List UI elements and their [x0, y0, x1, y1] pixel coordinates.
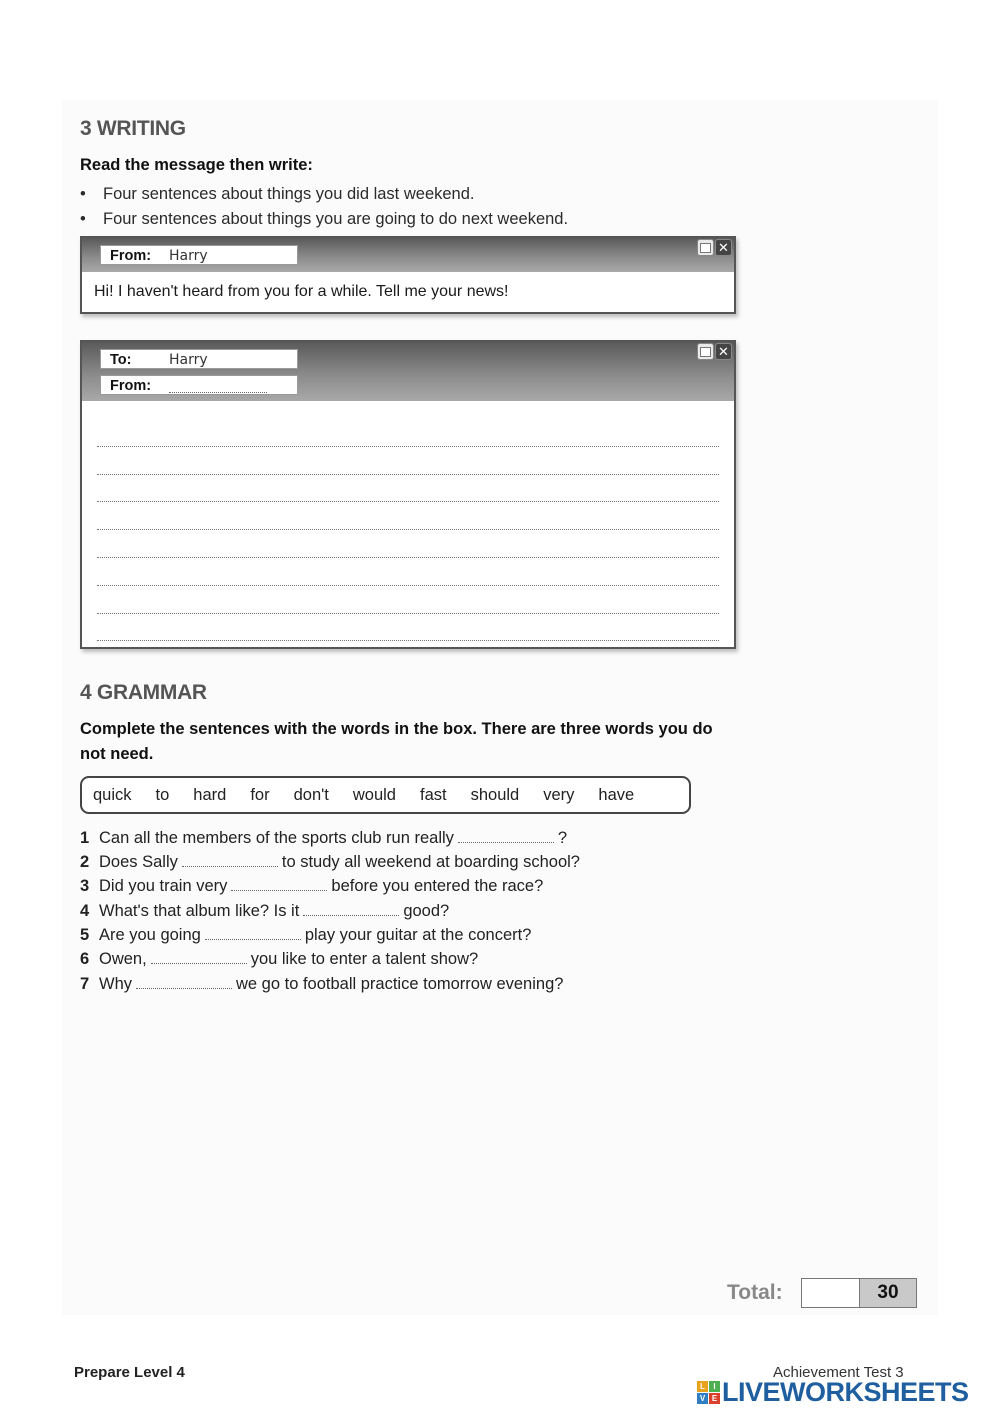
word-box-word: have: [598, 785, 635, 804]
answer-blank[interactable]: [458, 829, 554, 843]
writing-line[interactable]: [97, 502, 719, 530]
question-number: 4: [80, 902, 90, 920]
word-box-word: would: [352, 785, 396, 804]
reply-window-titlebar: [82, 342, 734, 401]
question-text-after: good?: [403, 902, 450, 920]
incoming-from-field: [100, 245, 298, 265]
reply-window-controls: [697, 343, 732, 360]
word-box-word: should: [470, 785, 520, 804]
question-number: 1: [80, 829, 90, 847]
writing-line[interactable]: [97, 447, 719, 475]
writing-line[interactable]: [97, 419, 719, 447]
word-box-word: very: [543, 785, 575, 804]
grammar-question: [80, 926, 531, 945]
question-text-after: you like to enter a talent show?: [250, 950, 479, 968]
reply-to-field: [100, 349, 298, 369]
reply-to-value: Harry: [169, 352, 208, 368]
question-text-after: to study all weekend at boarding school?: [281, 853, 580, 871]
maximize-icon[interactable]: [697, 343, 714, 360]
question-text-before: Can all the members of the sports club run really: [99, 829, 454, 847]
reply-from-field[interactable]: [100, 375, 298, 395]
question-text-before: Are you going: [99, 926, 201, 944]
logo-tile: V: [697, 1393, 708, 1404]
word-box-word: fast: [419, 785, 447, 804]
question-text-before: Did you train very: [99, 877, 228, 895]
question-number: 6: [80, 950, 90, 968]
word-box-word: for: [250, 785, 270, 804]
writing-line[interactable]: [97, 558, 719, 586]
writing-line[interactable]: [97, 475, 719, 503]
question-text-after: we go to football practice tomorrow evening?: [236, 975, 564, 993]
maximize-icon[interactable]: [697, 239, 714, 256]
grammar-question: [80, 829, 567, 848]
logo-tiles-icon: [697, 1381, 720, 1404]
writing-bullet-list: [80, 184, 568, 234]
writing-line[interactable]: [97, 530, 719, 558]
writing-line[interactable]: [97, 614, 719, 642]
reply-from-blank[interactable]: [169, 378, 267, 393]
close-icon[interactable]: ✕: [715, 343, 732, 360]
reply-message-window: [80, 340, 736, 649]
question-number: 2: [80, 853, 90, 871]
word-box: [80, 776, 691, 814]
grammar-instruction-line1: Complete the sentences with the words in the box. There are three words you do: [80, 720, 713, 738]
question-text-after: before you entered the race?: [331, 877, 544, 895]
question-text-after: play your guitar at the concert?: [304, 926, 532, 944]
logo-tile: I: [709, 1381, 720, 1392]
total-score-input[interactable]: [802, 1279, 860, 1307]
answer-blank[interactable]: [151, 950, 247, 964]
question-text-after: ?: [557, 829, 568, 847]
question-text-before: Does Sally: [99, 853, 178, 871]
incoming-from-value: Harry: [169, 248, 208, 264]
word-box-word: hard: [193, 785, 227, 804]
word-box-word: don't: [293, 785, 329, 804]
total-max-score: 30: [860, 1279, 916, 1307]
total-label: Total:: [727, 1281, 783, 1304]
answer-blank[interactable]: [136, 975, 232, 989]
reply-writing-area[interactable]: [82, 401, 734, 647]
writing-line[interactable]: [97, 586, 719, 614]
logo-text: LIVEWORKSHEETS: [722, 1377, 969, 1407]
question-number: 3: [80, 877, 90, 895]
word-box-word: quick: [93, 785, 132, 804]
total-score-box: [801, 1278, 917, 1308]
grammar-question: [80, 902, 449, 921]
incoming-window-titlebar: [82, 238, 734, 272]
question-number: 5: [80, 926, 90, 944]
writing-bullet-1: • Four sentences about things you did last weekend.: [80, 184, 568, 209]
grammar-question: [80, 877, 543, 896]
incoming-window-controls: [697, 239, 732, 256]
writing-bullet-2: • Four sentences about things you are going to do next weekend.: [80, 209, 568, 234]
word-box-word: to: [155, 785, 170, 804]
answer-blank[interactable]: [303, 902, 399, 916]
reply-to-label: To:: [110, 352, 132, 368]
footer-level: Prepare Level 4: [74, 1364, 185, 1381]
answer-blank[interactable]: [231, 877, 327, 891]
logo-tile: L: [697, 1381, 708, 1392]
grammar-instruction-line2: not need.: [80, 745, 154, 763]
incoming-from-label: From:: [110, 248, 152, 264]
writing-instruction: Read the message then write:: [80, 156, 313, 174]
grammar-question: [80, 853, 580, 872]
liveworksheets-logo: [697, 1377, 969, 1408]
question-text-before: Owen,: [99, 950, 147, 968]
footer-test-name: Achievement Test 3: [773, 1364, 904, 1381]
question-text-before: Why: [99, 975, 132, 993]
grammar-question: [80, 950, 478, 969]
logo-tile: E: [709, 1393, 720, 1404]
reply-from-label: From:: [110, 378, 152, 394]
incoming-message-window: [80, 236, 736, 314]
grammar-question: [80, 975, 563, 994]
grammar-section-title: 4 GRAMMAR: [80, 681, 207, 704]
writing-section-title: 3 WRITING: [80, 117, 186, 140]
close-icon[interactable]: ✕: [715, 239, 732, 256]
incoming-message-body: Hi! I haven't heard from you for a while. Tell me your news!: [94, 283, 509, 300]
question-number: 7: [80, 975, 90, 993]
answer-blank[interactable]: [182, 853, 278, 867]
answer-blank[interactable]: [205, 926, 301, 940]
question-text-before: What's that album like? Is it: [99, 902, 300, 920]
